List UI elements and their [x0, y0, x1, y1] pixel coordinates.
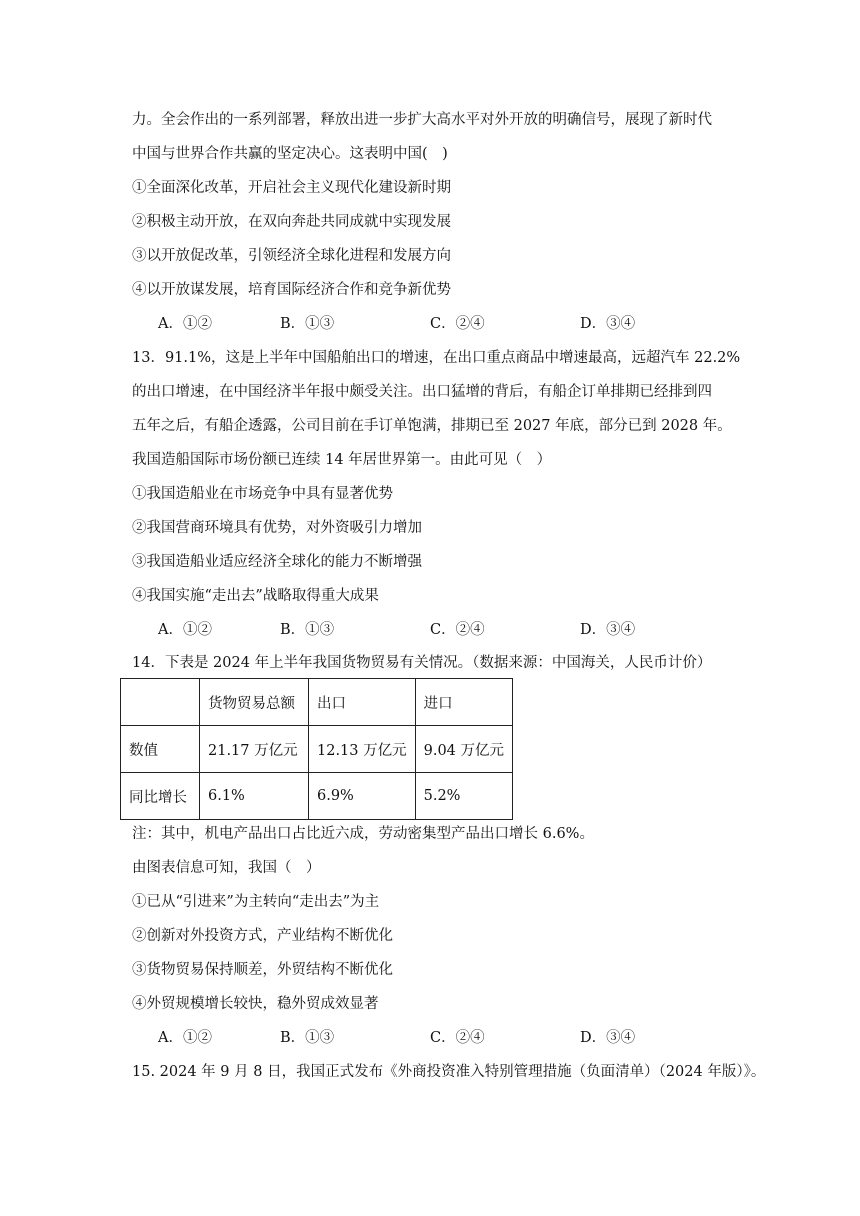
q12-item-4: ④以开放谋发展，培育国际经济合作和竞争新优势 [132, 282, 451, 298]
q14-note: 注：其中，机电产品出口占比近六成，劳动密集型产品出口增长 6.6%。 [132, 826, 594, 842]
q13-stem-line-2: 的出口增速，在中国经济半年报中颇受关注。出口猛增的背后，有船企订单排期已经排到四 [132, 384, 712, 400]
table-cell: 6.9% [309, 773, 416, 820]
q14-option-d: D．③④ [580, 1030, 636, 1046]
q12-option-a: A．①② [158, 316, 212, 332]
q12-option-d: D．③④ [580, 316, 636, 332]
q13-stem-line-1: 13．91.1%，这是上半年中国船舶出口的增速，在出口重点商品中增速最高，远超汽车 22.2% [132, 350, 741, 366]
q15-stem: 15. 2024 年 9 月 8 日，我国正式发布《外商投资准入特别管理措施（负面清单）（2024 年版）》。 [132, 1064, 766, 1080]
q13-stem-line-3: 五年之后，有船企透露，公司目前在手订单饱满，排期已至 2027 年底，部分已到 2028 年。 [132, 418, 732, 434]
q14-stem: 14．下表是 2024 年上半年我国货物贸易有关情况。（数据来源：中国海关，人民币计价） [132, 655, 712, 671]
q14-question: 由图表信息可知，我国（ ） [132, 860, 321, 876]
table-header-cell: 进口 [415, 679, 512, 726]
q13-option-d: D．③④ [580, 622, 636, 638]
table-header-cell: 货物贸易总额 [200, 679, 309, 726]
q14-item-1: ①已从“引进来”为主转向“走出去”为主 [132, 894, 380, 910]
table-cell: 9.04 万亿元 [415, 726, 512, 773]
table-header-row [121, 679, 513, 726]
table-row [121, 726, 513, 773]
q14-option-c: C．②④ [430, 1030, 485, 1046]
table-cell: 12.13 万亿元 [309, 726, 416, 773]
q12-item-2: ②积极主动开放，在双向奔赴共同成就中实现发展 [132, 214, 451, 230]
q12-item-3: ③以开放促改革，引领经济全球化进程和发展方向 [132, 248, 451, 264]
table-header-cell: 出口 [309, 679, 416, 726]
q13-item-2: ②我国营商环境具有优势，对外资吸引力增加 [132, 520, 422, 536]
q14-item-2: ②创新对外投资方式，产业结构不断优化 [132, 928, 393, 944]
table-cell: 21.17 万亿元 [200, 726, 309, 773]
q13-option-c: C．②④ [430, 622, 485, 638]
table-cell: 5.2% [415, 773, 512, 820]
q12-stem-line-2: 中国与世界合作共赢的坚定决心。这表明中国( ) [132, 146, 448, 162]
q13-option-a: A．①② [158, 622, 212, 638]
q14-option-a: A．①② [158, 1030, 212, 1046]
q12-stem-line-1: 力。全会作出的一系列部署，释放出进一步扩大高水平对外开放的明确信号，展现了新时代 [132, 112, 712, 128]
q14-option-b: B．①③ [280, 1030, 335, 1046]
q14-item-4: ④外贸规模增长较快，稳外贸成效显著 [132, 996, 379, 1012]
q13-item-3: ③我国造船业适应经济全球化的能力不断增强 [132, 554, 422, 570]
q13-item-4: ④我国实施“走出去”战略取得重大成果 [132, 588, 379, 604]
table-cell: 6.1% [200, 773, 309, 820]
q14-item-3: ③货物贸易保持顺差，外贸结构不断优化 [132, 962, 393, 978]
q13-item-1: ①我国造船业在市场竞争中具有显著优势 [132, 486, 393, 502]
table-cell: 数值 [121, 726, 200, 773]
q12-option-c: C．②④ [430, 316, 485, 332]
q13-stem-line-4: 我国造船国际市场份额已连续 14 年居世界第一。由此可见（ ） [132, 452, 552, 468]
table-cell: 同比增长 [121, 773, 200, 820]
table-header-cell [121, 679, 200, 726]
q13-option-b: B．①③ [280, 622, 335, 638]
q12-option-b: B．①③ [280, 316, 335, 332]
q12-item-1: ①全面深化改革，开启社会主义现代化建设新时期 [132, 180, 451, 196]
trade-table [120, 678, 513, 820]
table-row [121, 773, 513, 820]
